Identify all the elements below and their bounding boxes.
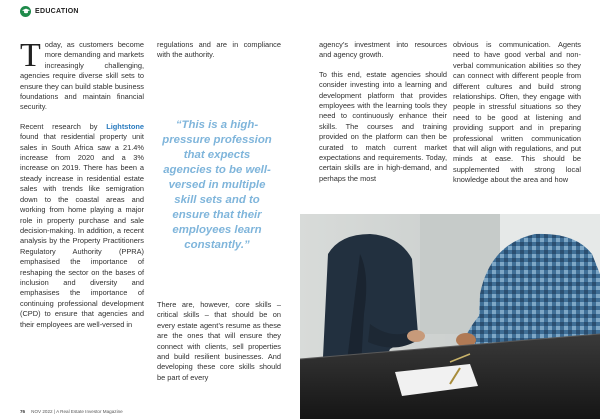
column-4 bbox=[453, 40, 581, 195]
section-header bbox=[20, 4, 79, 18]
column-3 bbox=[319, 40, 447, 193]
learning-platform-paragraph: To this end, estate agencies should consider investing into a learning and development platform that provides employees with the learning tools they need to continuously enhance their skills. The courses and training provided on the platform can then be curated to match current market expectations and requirements. Today, certain skills are in high-demand, and perhaps the most bbox=[319, 69, 447, 183]
lightstone-link[interactable]: Lightstone bbox=[106, 121, 144, 131]
research-text-post: found that residential property unit sales in South Africa saw a 21.4% increase from 2020 and a 3% increase on 2019. There has been a steady increase in residential estate sales with trends like semigration down to the coastal areas and working from home playing a major role in property purchase and sale decision-making. In addition, a recent analysis by the Property Practitioners Regulatory Authority (PPRA) emphasised the importance of reshaping the sector on the bases of inclusion and diversity and emphasises the importance of continuing professional development (CPD) to ensure that agencies and their employees are well-versed in bbox=[20, 132, 144, 329]
compliance-paragraph: regulations and are in compliance with the authority. bbox=[157, 40, 281, 60]
business-meeting-photo bbox=[300, 214, 600, 419]
intro-text: oday, as customers become more demanding and markets increasingly challenging, agencies require diverse skill sets to ensure they can build stable business foundations and maintain financial security. bbox=[20, 40, 144, 112]
agency-growth-paragraph: agency’s investment into resources and agency growth. bbox=[319, 40, 447, 60]
column-1 bbox=[20, 37, 144, 339]
communication-paragraph: obvious is communication. Agents need to have good verbal and non-verbal communication abilities so they can connect with different people from different cultures and build strong relationships. Often, they engage with people in stressful situations so they need to be good at listening and providing support and in preparing professional written communication that will align with regulations, and put minds at ease. This should be supplemented with strong local knowledge about the area and how bbox=[453, 40, 581, 185]
issue-info: NOV 2022 | A Real Estate Investor Magazine bbox=[31, 409, 123, 414]
research-paragraph bbox=[20, 122, 144, 330]
intro-paragraph bbox=[20, 37, 144, 113]
pull-quote: “This is a high-pressure profession that expects agencies to be well-versed in multiple skill sets and to ensure that their employees learn constantly.” bbox=[162, 119, 272, 251]
page-footer bbox=[20, 409, 123, 414]
page-number: 76 bbox=[20, 409, 26, 414]
research-text-pre: Recent research by bbox=[20, 121, 107, 131]
core-skills-paragraph: There are, however, core skills – critical skills – that should be on every estate agent’s resume as these are the ones that will ensure they connect with clients, sell properties and build resilient businesses. And developing these core skills should be part of every bbox=[157, 300, 281, 382]
section-label: EDUCATION bbox=[35, 7, 79, 15]
graduation-cap-icon bbox=[20, 6, 31, 17]
column-2-top bbox=[157, 40, 281, 70]
column-2-bottom bbox=[157, 300, 281, 392]
drop-cap: T bbox=[20, 37, 41, 74]
